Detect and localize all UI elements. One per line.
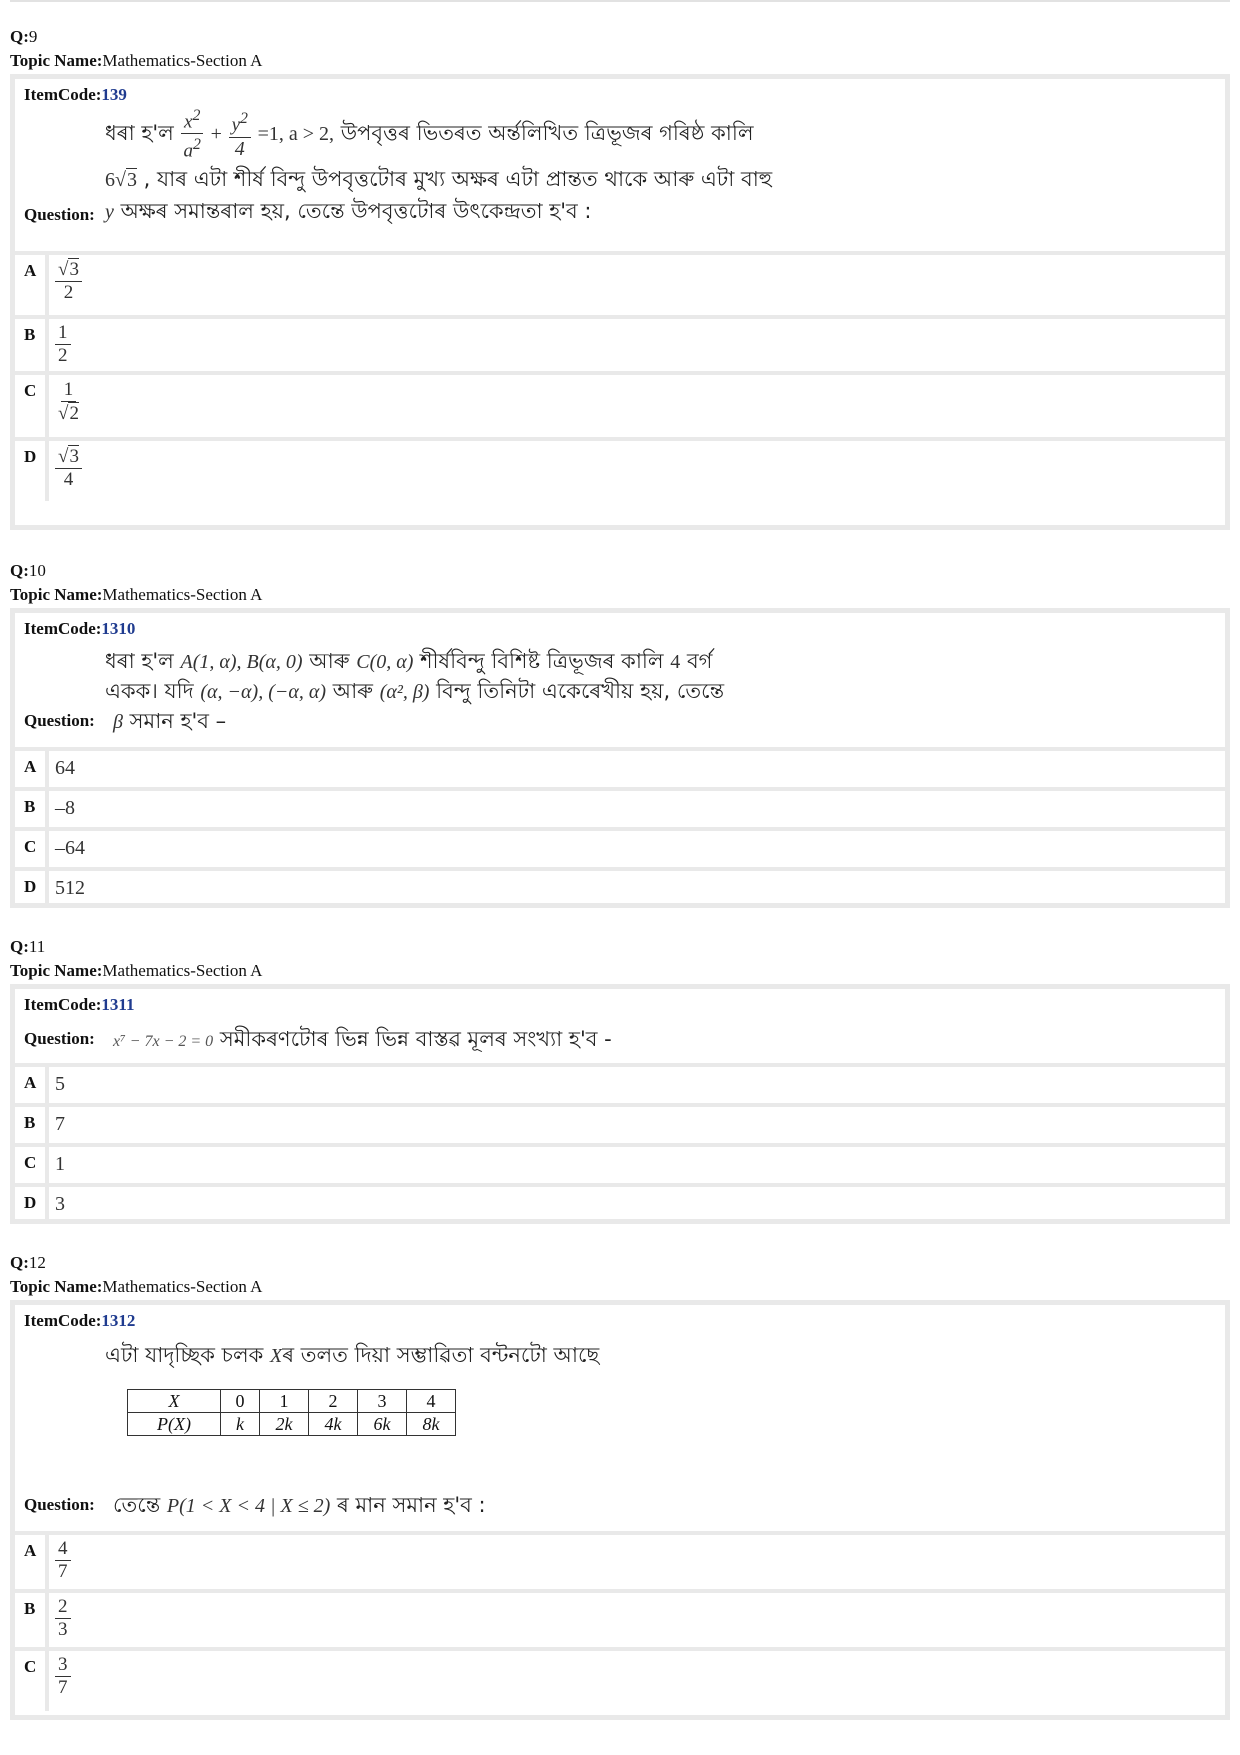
question-box	[10, 608, 1230, 908]
top-divider	[10, 0, 1230, 2]
option-a[interactable]: A $\frac{√3}{2}$	[15, 255, 1225, 319]
option-d[interactable]: D $\frac{√3}{4}$	[15, 441, 1225, 501]
option-c[interactable]: C $\frac{3}{7}$	[15, 1651, 1225, 1711]
option-letter: C	[15, 375, 49, 437]
question-line-2: তেন্তে P(1 < X < 4 | X ≤ 2) ৰ মান সমান হ'ব :	[113, 1493, 486, 1517]
option-letter: A	[15, 751, 49, 787]
option-letter: A	[15, 1067, 49, 1103]
question-cell	[15, 613, 1225, 751]
question-line-3: y অক্ষৰ সমান্তৰাল হয়, তেন্তে উপবৃত্তটোৰ উৎকেন্দ্ৰতা হ'ব :	[105, 199, 592, 223]
option-letter: B	[15, 1107, 49, 1143]
option-c[interactable]: C –64	[15, 831, 1225, 871]
option-letter: C	[15, 1147, 49, 1183]
question-box	[10, 984, 1230, 1224]
question-line-3: β সমান হ'ব –	[113, 709, 227, 733]
option-b[interactable]: B –8	[15, 791, 1225, 831]
topic-line: Topic Name:Mathematics-Section A	[10, 585, 263, 604]
option-letter: C	[15, 831, 49, 867]
option-letter: B	[15, 791, 49, 827]
question-label: Question:	[24, 711, 95, 730]
probability-table	[127, 1389, 456, 1436]
question-header: Q:9	[10, 27, 38, 46]
option-c[interactable]: C 1	[15, 1147, 1225, 1187]
question-header: Q:11	[10, 937, 46, 956]
option-letter: B	[15, 319, 49, 371]
question-line-2: 6√3 , যাৰ এটা শীৰ্ষ বিন্দু উপবৃত্তটোৰ মুখ্য অক্ষৰ এটা প্ৰান্তত থাকে আৰু এটা বাহু	[105, 167, 773, 191]
question-line-2: একক। যদি (α, −α), (−α, α) আৰু (α², β) বিন্দু তিনিটা একেৰেখীয় হয়, তেন্তে	[105, 679, 725, 703]
question-cell	[15, 1305, 1225, 1535]
item-code: ItemCode:1310	[24, 619, 136, 638]
option-a[interactable]: A $\frac{4}{7}$	[15, 1535, 1225, 1593]
topic-line: Topic Name:Mathematics-Section A	[10, 51, 263, 70]
option-b[interactable]: B 7	[15, 1107, 1225, 1147]
question-header: Q:12	[10, 1253, 46, 1272]
table-row: P(X) k 2k 4k 6k 8k	[128, 1413, 456, 1436]
option-letter: B	[15, 1593, 49, 1647]
question-header: Q:10	[10, 561, 46, 580]
question-label: Question:	[24, 1029, 95, 1048]
option-a[interactable]: A 5	[15, 1067, 1225, 1107]
option-c[interactable]: C $\frac{1}{√2}$	[15, 375, 1225, 441]
question-box	[10, 74, 1230, 530]
item-code: ItemCode:1312	[24, 1311, 136, 1330]
option-letter: D	[15, 441, 49, 501]
item-code: ItemCode:1311	[24, 995, 135, 1014]
item-code: ItemCode:139	[24, 85, 127, 104]
option-b[interactable]: B $\frac{2}{3}$	[15, 1593, 1225, 1651]
option-letter: A	[15, 1535, 49, 1589]
option-letter: A	[15, 255, 49, 315]
question-line-1: x⁷ − 7x − 2 = 0 সমীকৰণটোৰ ভিন্ন ভিন্ন বাস্তৱ মূলৰ সংখ্যা হ'ব -	[113, 1027, 612, 1051]
question-label: Question:	[24, 205, 95, 224]
option-b[interactable]: B $\frac{1}{2}$	[15, 319, 1225, 375]
option-letter: D	[15, 871, 49, 907]
question-line-1: ধৰা হ'ল A(1, α), B(α, 0) আৰু C(0, α) শীৰ্ষবিন্দু বিশিষ্ট ত্ৰিভূজৰ কালি 4 বৰ্গ	[105, 649, 713, 673]
question-cell	[15, 989, 1225, 1067]
option-letter: C	[15, 1651, 49, 1711]
option-d[interactable]: D 3	[15, 1187, 1225, 1223]
question-cell	[15, 79, 1225, 255]
topic-line: Topic Name:Mathematics-Section A	[10, 961, 263, 980]
option-d[interactable]: D 512	[15, 871, 1225, 907]
topic-line: Topic Name:Mathematics-Section A	[10, 1277, 263, 1296]
option-letter: D	[15, 1187, 49, 1223]
question-label: Question:	[24, 1495, 95, 1514]
table-row: X 0 1 2 3 4	[128, 1390, 456, 1413]
question-box	[10, 1300, 1230, 1720]
option-a[interactable]: A 64	[15, 751, 1225, 791]
question-line-1: ধৰা হ'ল $\frac{x^2}{a^2}$ + $\frac{y^2}{4}$ =1, a > 2, উপবৃত্তৰ ভিতৰত অৰ্ন্তলিখিত ত্ৰিভূজৰ গৰিষ্ঠ কালি	[105, 107, 754, 162]
question-line-1: এটা যাদৃচ্ছিক চলক Xৰ তলত দিয়া সম্ভাৱিতা বন্টনটো আছে	[105, 1343, 600, 1367]
